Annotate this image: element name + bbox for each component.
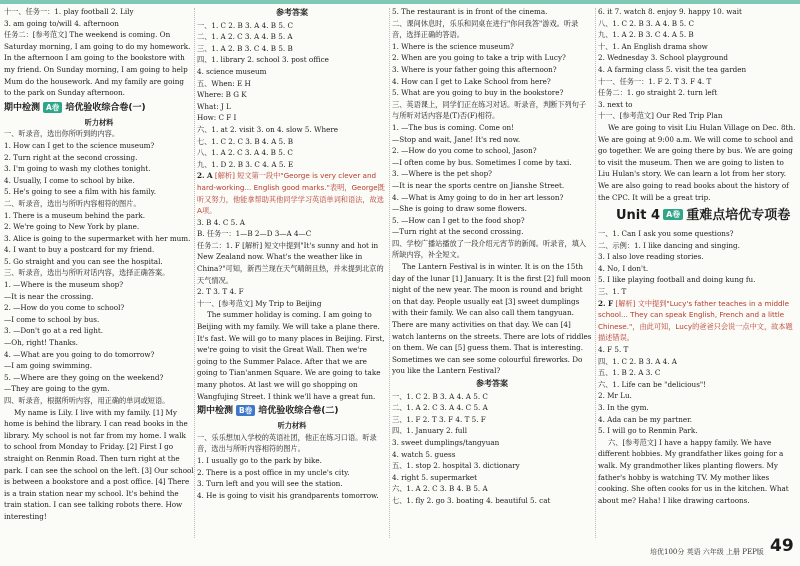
listening-heading: 听力材料: [277, 421, 307, 431]
footer-text: 培优100分 英语 六年级 上册 PEP版: [650, 548, 764, 556]
text-line: 4. —What is Amy going to do in her art lesson?: [392, 192, 564, 202]
text-line: 5. The restaurant is in front of the cinema.: [392, 7, 548, 16]
text-line: 九、1. D 2. B 3. C 4. A 5. E: [197, 159, 294, 169]
text-line: 3. I'm going to wash my clothes tonight.: [4, 164, 151, 174]
column-divider: [194, 8, 195, 538]
text-line: 4. He is going to visit his grandparents tomorrow.: [197, 490, 379, 500]
text-line: 一、1. C 2. B 3. A 4. B 5. C: [197, 20, 293, 30]
text-line: 3. next to: [598, 99, 633, 109]
text-line: 一、乐乐想加入学校的英语社团，他正在练习口语。听录音，选出与所听内容相符的图片。: [197, 432, 377, 454]
text-line: In the afternoon I am going to the bookstore with: [4, 53, 185, 63]
answer-lines: [4, 6, 194, 99]
section-tag: B卷: [236, 405, 255, 416]
text-line: 4. F 5. T: [598, 345, 629, 355]
text-line: 十一、[参考范文] My Trip to Beijing: [197, 298, 322, 308]
text-line: 1. Where is the science museum?: [392, 41, 514, 51]
text-line: —I come to school by bus.: [4, 314, 100, 324]
answer-lines: [197, 217, 387, 310]
text-line: 任务二：[参考范文] The weekend is coming. On: [4, 30, 171, 40]
passage: My name is Lily. I live with my family. [1] My home is behind the library. I can read books in the library. My school is not far from my home. I walk to school from Monday to Friday. [2] First I go straight on Renmin Road. Then turn right at the park. I can see the school on the left. [3] Our school is between a bookstore and a post office. [4] There is a train station near my school. It's behind the train station. I can see talking robots there. How interesting!: [4, 407, 194, 521]
section-title: 期中检测: [4, 102, 41, 113]
text-line: 5. I will go to Renmin Park.: [598, 426, 698, 436]
text-line: 4. I want to buy a postcard for my friend.: [4, 245, 155, 255]
question-answer: 2. A: [197, 171, 213, 181]
text-line: 2. —How do you come to school, Jason?: [392, 146, 537, 156]
text-line: 2. We're going to New York by plane.: [4, 222, 140, 232]
text-line: 6. it 7. watch 8. enjoy 9. happy 10. wait: [598, 7, 742, 16]
answer-lines: [598, 6, 796, 122]
text-line: 四、学校广播站播放了一段介绍元宵节的新闻。听录音，填入所缺内容，补全短文。: [392, 238, 587, 260]
text-line: 2. There is a post office in my uncle's city.: [197, 467, 350, 477]
text-line: 3. Where is your father going this afternoon?: [392, 64, 557, 74]
section-heading: [197, 404, 387, 418]
top-band: [0, 0, 800, 4]
answer-key-heading: 参考答案: [476, 379, 508, 388]
text-line: —She is going to draw some flowers.: [392, 204, 527, 214]
section-tag: A卷: [43, 102, 62, 113]
text-line: —It is near the sports centre on Jianshe Street.: [392, 180, 565, 190]
column-2: [197, 6, 387, 501]
text-line: —They are going to the gym.: [4, 384, 110, 394]
text-line: 3. sweet dumplings/tangyuan: [392, 437, 500, 447]
text-line: 七、1. C 2. C 3. B 4. A 5. B: [197, 136, 293, 146]
text-line: 2. Wednesday 3. School playground: [598, 53, 729, 63]
text-line: 1. I usually go to the park by bike.: [197, 455, 322, 465]
text-line: 5. —Where are they going on the weekend?: [4, 372, 164, 382]
text-line: 任务二：1. go straight 2. turn left: [598, 88, 718, 98]
text-line: —Stop and wait, Jane! It's red now.: [392, 134, 521, 144]
section-name: 培优验收综合卷(二): [258, 406, 339, 417]
text-line: 1. There is a museum behind the park.: [4, 210, 146, 220]
text-line: 4. No, I don't.: [598, 263, 649, 273]
text-line: 三、1. A 2. B 3. C 4. B 5. B: [197, 43, 293, 53]
text-line: 一、听录音，选出你所听到的内容。: [4, 129, 120, 139]
passage: The Lantern Festival is in winter. It is on the 15th day of the lunar [1] January. It is the first [2] full moon night of the new year. The moon is round and bright on that day. People usually eat [3] sweet dumplings with their family. We can also call them tangyuan. There are many activities on that day. We can [4] watch lanterns on the streets. There are lots of riddles on them. We can [5] guess them. That is interesting. Sometimes we can see some colourful fireworks. Do you like the Lantern Festival?: [392, 262, 592, 376]
text-line: 3. I also love reading stories.: [598, 252, 704, 262]
text-line: 4. A farming class 5. visit the tea garden: [598, 64, 747, 74]
text-line: my friend. On Sunday morning, I am going to help: [4, 64, 188, 74]
text-line: 2. Turn right at the second crossing.: [4, 152, 138, 162]
text-line: 2. Mr Lu.: [598, 391, 632, 401]
text-line: 二、听录音，选出与所听内容相符的图片。: [4, 198, 141, 208]
text-line: —Turn right at the second crossing.: [392, 227, 524, 237]
unit-title: Unit 4: [616, 208, 661, 224]
text-line: 任务二：1. F [解析] 短文中提到"It's sunny and hot in New Zealand now. What's the weather like in China?"可知，新西兰现在天气晴朗且热，并未提到北京的天气情况。: [197, 240, 384, 285]
text-line: 2. —How do you come to school?: [4, 303, 125, 313]
text-line: 三、听录音，选出与所听对话内容，选择正确答案。: [4, 268, 170, 278]
text-line: 五、1. B 2. A 3. C: [598, 368, 661, 378]
analysis-block: [197, 170, 387, 216]
text-line: 二、1. A 2. C 3. A 4. C 5. A: [392, 403, 488, 413]
text-line: How: C F I: [197, 113, 237, 123]
text-line: 1. —Where is the museum shop?: [4, 280, 124, 290]
sample-essay: 六、[参考范文] I have a happy family. We have different hobbies. My grandfather likes going for a walk. My grandmother likes planting flowers. My father's hobby is watching TV. My mother likes cooking. She often cooks for us in the kitchen. What about me? Haha! I like drawing cartoons.: [598, 437, 789, 505]
listening-lines: [392, 6, 592, 261]
text-line: 五、1. stop 2. hospital 3. dictionary: [392, 461, 520, 471]
text-line: 3. Alice is going to the supermarket with her mum.: [4, 233, 191, 243]
text-line: —Oh, right! Thanks.: [4, 338, 78, 348]
page-number: 49: [770, 536, 794, 556]
answer-lines: [598, 228, 796, 298]
section-name: 培优验收综合卷(一): [65, 102, 146, 113]
unit-name: 重难点培优专项卷: [686, 208, 791, 224]
text-line: 四、听录音，根据所听内容，用正确的单词或短语。: [4, 396, 170, 405]
text-line: 5. He's going to see a film with his family.: [4, 187, 156, 197]
answer-key-heading: 参考答案: [276, 8, 308, 17]
section-title: 期中检测: [197, 406, 234, 417]
text-line: 二、示例：1. I like dancing and singing.: [598, 240, 740, 250]
column-4: [598, 6, 796, 506]
text-line: 5. What are you going to buy in the bookstore?: [392, 88, 564, 98]
text-line: 2. T 3. T 4. F: [197, 287, 244, 297]
text-line: 十一、任务一：1. F 2. T 3. F 4. T: [598, 76, 712, 86]
text-line: 四、1. library 2. school 3. post office: [197, 55, 329, 65]
column-3: [392, 6, 592, 507]
text-line: 八、1. C 2. B 3. A 4. B 5. C: [598, 18, 694, 28]
text-line: 六、1. Life can be "delicious"!: [598, 379, 707, 389]
text-line: Saturday morning, I am going to do my homework.: [4, 41, 191, 51]
text-line: 5. —How can I get to the food shop?: [392, 215, 525, 225]
section-heading: [4, 101, 194, 115]
text-line: 八、1. A 2. C 3. A 4. B 5. C: [197, 148, 293, 158]
text-line: 一、1. Can I ask you some questions?: [598, 229, 734, 239]
column-divider: [389, 8, 390, 538]
text-line: Mum do the housework. And my family are going: [4, 76, 185, 86]
text-line: 三、1. T: [598, 287, 627, 297]
text-line: 3. Turn left and you will see the station.: [197, 479, 343, 489]
text-line: 2. When are you going to take a trip with Lucy?: [392, 53, 566, 63]
text-line: 4. How can I get to Lake School from here?: [392, 76, 551, 86]
text-line: 3. In the gym.: [598, 403, 649, 412]
text-line: 1. —The bus is coming. Come on!: [392, 122, 515, 132]
unit-heading: [616, 207, 796, 225]
text-line: —It is near the crossing.: [4, 291, 94, 301]
unit-tag: A卷: [663, 209, 683, 220]
text-line: 4. science museum: [197, 66, 267, 76]
text-line: 3. —Where is the pet shop?: [392, 169, 493, 179]
analysis-note: [解析] 短文第一段中"George is very clever and hard-working... English good marks."表明，George既听又努力，他能拿帮助其他同学学习英语单词和语法，故选A项。: [197, 171, 385, 216]
text-line: 3. B 4. C 5. A: [197, 217, 245, 227]
sample-essay: The summer holiday is coming. I am going to Beijing with my family. We will take a plane there. It's fast. We will go to many places in Beijing. First, we're going to visit the Great Wall. Then we're going to the Summer Palace. After that we are going to Tian'anmen Square. We are going to take many photos. At last we will go shopping on Wangfujing Street. I think we'll have a great fun.: [197, 310, 385, 401]
text-line: 4. Usually, I come to school by bike.: [4, 175, 135, 185]
text-line: to the park on Sunday afternoon.: [4, 88, 125, 98]
answer-lines: [197, 20, 387, 171]
column-1: [4, 6, 194, 523]
listening-lines: [4, 128, 194, 406]
text-line: —I often come by bus. Sometimes I come by taxi.: [392, 157, 572, 167]
text-line: 二、课间休息时，乐乐和同桌在进行"你问我答"游戏。听录音，选择正确的答语。: [392, 18, 579, 40]
analysis-block: [598, 298, 796, 344]
text-line: 三、英语课上，同学们正在练习对话。听录音，判断下列句子与所听对话内容是(T)否(F)相符。: [392, 99, 587, 121]
text-line: —I am going swimming.: [4, 361, 93, 371]
text-line: 十、1. An English drama show: [598, 41, 708, 51]
text-line: 4. Ada can be my partner.: [598, 414, 693, 424]
text-line: 5. Go straight and you can see the hospital.: [4, 256, 163, 266]
column-divider: [595, 8, 596, 538]
text-line: 3. —Don't go at a red light.: [4, 326, 104, 336]
text-line: 四、1. C 2. B 3. A 4. A: [598, 356, 677, 366]
text-line: 1. How can I get to the science museum?: [4, 140, 155, 150]
question-answer: 2. F: [598, 298, 614, 308]
text-line: 六、1. A 2. C 3. B 4. B 5. A: [392, 484, 488, 494]
text-line: 二、1. A 2. C 3. A 4. B 5. A: [197, 32, 293, 42]
text-line: 5. I like playing football and doing kung fu.: [598, 275, 756, 285]
text-line: 三、1. F 2. T 3. F 4. T 5. F: [392, 414, 486, 424]
text-line: 3. am going to/will 4. afternoon: [4, 18, 119, 28]
analysis-note: [解析] 文中提到"Lucy's father teaches in a middle school... They can speak English, French and a little Chinese."，由此可知，Lucy的爸爸只会说一点中文，故本题描述错误。: [598, 298, 793, 343]
text-line: 4. —What are you going to do tomorrow?: [4, 349, 155, 359]
listening-heading: 听力材料: [84, 117, 114, 127]
answer-lines: [598, 344, 796, 437]
text-line: 五、When: E H: [197, 78, 251, 88]
text-line: B. 任务一：1—B 2—D 3—A 4—C: [197, 229, 312, 239]
text-line: 十一、[参考范文] Our Red Trip Plan: [598, 111, 723, 121]
text-line: What: J L: [197, 101, 231, 111]
text-line: 四、1. January 2. full: [392, 426, 468, 436]
text-line: 一、1. C 2. B 3. A 4. A 5. C: [392, 391, 488, 401]
text-line: 七、1. fly 2. go 3. boating 4. beautiful 5. cat: [392, 495, 551, 505]
text-line: 4. watch 5. guess: [392, 449, 456, 459]
text-line: 六、1. at 2. visit 3. on 4. slow 5. Where: [197, 124, 339, 134]
listening-lines: [197, 432, 387, 502]
text-line: 十一、任务一：1. play football 2. Lily: [4, 7, 134, 16]
text-line: 4. right 5. supermarket: [392, 472, 478, 482]
answer-lines: [392, 391, 592, 507]
sample-essay: We are going to visit Liu Hulan Village on Dec. 8th. We are going at 9:00 a.m. We will come to school and go together. We are going there by bus. We are going to visit the museum. Then we are going to listen to Liu Hulan's story. We can learn a lot from her story. We are also going to read books about the history of the CPC. It will be a great trip.: [598, 122, 796, 202]
text-line: Where: B G K: [197, 90, 247, 100]
text-line: 九、1. A 2. B 3. C 4. A 5. B: [598, 30, 694, 40]
